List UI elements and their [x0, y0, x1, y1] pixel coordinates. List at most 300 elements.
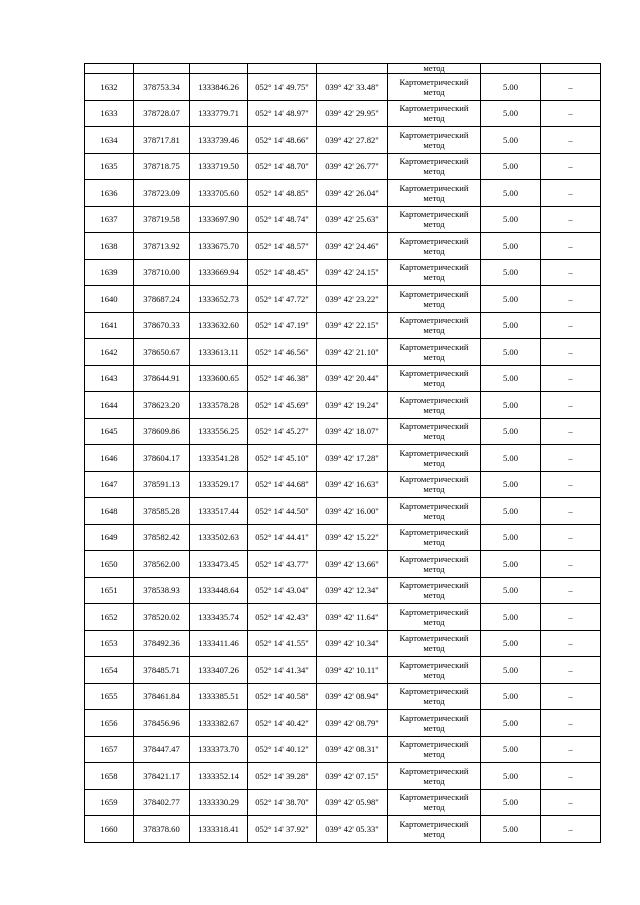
table-row	[85, 577, 601, 604]
table-row	[85, 710, 601, 737]
cell-dash: –	[541, 710, 601, 737]
cell-x-coordinate: 378717.81	[134, 127, 190, 154]
coordinates-table	[84, 63, 601, 843]
cell-y-coordinate: 1333613.11	[190, 339, 248, 366]
cell-method	[388, 710, 481, 737]
cell-method	[388, 604, 481, 631]
cell-dash: –	[541, 763, 601, 790]
cell-y-coordinate: 1333373.70	[190, 736, 248, 763]
cell-longitude: 039° 42' 10.11"	[317, 657, 388, 684]
cell-point-number: 1645	[85, 418, 134, 445]
cell-longitude: 039° 42' 13.66"	[317, 551, 388, 578]
cell-latitude: 052° 14' 40.42"	[248, 710, 317, 737]
method-line-1: Картометрический	[399, 633, 469, 644]
method-line-2: метод	[423, 643, 445, 654]
cell-dash: –	[541, 471, 601, 498]
method-line-1: Картометрический	[399, 129, 469, 140]
method-line-1: Картометрический	[399, 712, 469, 723]
cell-y-coordinate: 1333600.65	[190, 365, 248, 392]
cell-dash: –	[541, 630, 601, 657]
cell-latitude: 052° 14' 48.85"	[248, 180, 317, 207]
table-row	[85, 286, 601, 313]
cell-method	[388, 259, 481, 286]
cell-point-number: 1659	[85, 789, 134, 816]
cell-dash: –	[541, 259, 601, 286]
table-row	[85, 206, 601, 233]
method-line-2: метод	[423, 484, 445, 495]
cell-longitude: 039° 42' 33.48"	[317, 74, 388, 101]
cell-longitude: 039° 42' 29.95"	[317, 100, 388, 127]
cell-y-coordinate: 1333502.63	[190, 524, 248, 551]
cell-x-coordinate: 378421.17	[134, 763, 190, 790]
cell-dash: –	[541, 339, 601, 366]
cell-accuracy: 5.00	[481, 445, 541, 472]
cell-dash: –	[541, 233, 601, 260]
cell-x-coordinate: 378710.00	[134, 259, 190, 286]
method-line-1: Картометрический	[399, 76, 469, 87]
method-line-1: Картометрический	[399, 474, 469, 485]
cell-y-coordinate: 1333473.45	[190, 551, 248, 578]
cell-accuracy: 5.00	[481, 418, 541, 445]
cell-accuracy: 5.00	[481, 657, 541, 684]
method-line-1: Картометрический	[399, 182, 469, 193]
cell-latitude: 052° 14' 39.28"	[248, 763, 317, 790]
table-row	[85, 604, 601, 631]
method-line-2: метод	[423, 537, 445, 548]
cell-accuracy: 5.00	[481, 683, 541, 710]
table-row	[85, 127, 601, 154]
cell-point-number: 1644	[85, 392, 134, 419]
cell-x-coordinate: 378753.34	[134, 74, 190, 101]
cell-dash: –	[541, 100, 601, 127]
cell-accuracy: 5.00	[481, 100, 541, 127]
cell-dash: –	[541, 392, 601, 419]
cell-accuracy: 5.00	[481, 286, 541, 313]
cell-dash: –	[541, 312, 601, 339]
method-line-2: метод	[423, 245, 445, 256]
table-row	[85, 471, 601, 498]
cell-latitude: 052° 14' 46.56"	[248, 339, 317, 366]
cell-method	[388, 153, 481, 180]
method-line-1: Картометрический	[399, 209, 469, 220]
cell-accuracy: 5.00	[481, 524, 541, 551]
cell-y-coordinate: 1333352.14	[190, 763, 248, 790]
cell-latitude: 052° 14' 44.68"	[248, 471, 317, 498]
cell-method	[388, 524, 481, 551]
cell-y-coordinate: 1333669.94	[190, 259, 248, 286]
cell-method	[388, 100, 481, 127]
cell-method	[388, 64, 481, 74]
cell-method	[388, 445, 481, 472]
cell-x-coordinate: 378650.67	[134, 339, 190, 366]
cell-longitude: 039° 42' 19.24"	[317, 392, 388, 419]
table-row	[85, 524, 601, 551]
cell-point-number: 1643	[85, 365, 134, 392]
table-row	[85, 418, 601, 445]
cell-latitude: 052° 14' 43.77"	[248, 551, 317, 578]
cell-method	[388, 418, 481, 445]
cell-method	[388, 816, 481, 843]
cell-dash: –	[541, 736, 601, 763]
method-line-2: метод	[423, 510, 445, 521]
cell-accuracy: 5.00	[481, 127, 541, 154]
cell-y-coordinate: 1333517.44	[190, 498, 248, 525]
cell-longitude: 039° 42' 08.94"	[317, 683, 388, 710]
cell-dash: –	[541, 657, 601, 684]
cell-accuracy: 5.00	[481, 392, 541, 419]
table-row-continuation	[85, 64, 601, 74]
cell-dash: –	[541, 683, 601, 710]
table-row	[85, 153, 601, 180]
cell-x-coordinate: 378585.28	[134, 498, 190, 525]
table-row	[85, 445, 601, 472]
cell-x-coordinate: 378723.09	[134, 180, 190, 207]
cell-empty	[248, 64, 317, 74]
cell-latitude: 052° 14' 41.34"	[248, 657, 317, 684]
cell-longitude: 039° 42' 15.22"	[317, 524, 388, 551]
cell-point-number: 1655	[85, 683, 134, 710]
cell-method	[388, 365, 481, 392]
cell-accuracy: 5.00	[481, 630, 541, 657]
cell-y-coordinate: 1333739.46	[190, 127, 248, 154]
method-line-1: Картометрический	[399, 447, 469, 458]
method-line-1: Картометрический	[399, 606, 469, 617]
cell-point-number: 1653	[85, 630, 134, 657]
method-line-1: Картометрический	[399, 580, 469, 591]
cell-latitude: 052° 14' 48.57"	[248, 233, 317, 260]
cell-longitude: 039° 42' 08.79"	[317, 710, 388, 737]
cell-method	[388, 683, 481, 710]
cell-accuracy: 5.00	[481, 736, 541, 763]
cell-dash: –	[541, 816, 601, 843]
cell-accuracy: 5.00	[481, 74, 541, 101]
cell-x-coordinate: 378492.36	[134, 630, 190, 657]
cell-latitude: 052° 14' 45.27"	[248, 418, 317, 445]
cell-point-number: 1647	[85, 471, 134, 498]
cell-longitude: 039° 42' 05.98"	[317, 789, 388, 816]
cell-dash: –	[541, 127, 601, 154]
cell-longitude: 039° 42' 18.07"	[317, 418, 388, 445]
cell-longitude: 039° 42' 11.64"	[317, 604, 388, 631]
cell-accuracy: 5.00	[481, 339, 541, 366]
cell-dash: –	[541, 445, 601, 472]
method-line-1: Картометрический	[399, 527, 469, 538]
method-line-1: Картометрический	[399, 421, 469, 432]
cell-y-coordinate: 1333719.50	[190, 153, 248, 180]
cell-accuracy: 5.00	[481, 233, 541, 260]
cell-y-coordinate: 1333632.60	[190, 312, 248, 339]
cell-dash: –	[541, 206, 601, 233]
cell-longitude: 039° 42' 20.44"	[317, 365, 388, 392]
cell-method	[388, 127, 481, 154]
cell-dash: –	[541, 418, 601, 445]
cell-x-coordinate: 378718.75	[134, 153, 190, 180]
table-row	[85, 392, 601, 419]
method-line-2: метод	[423, 431, 445, 442]
cell-method	[388, 339, 481, 366]
cell-method	[388, 657, 481, 684]
table-row	[85, 365, 601, 392]
cell-dash: –	[541, 577, 601, 604]
cell-method	[388, 312, 481, 339]
method-line-1: Картометрический	[399, 765, 469, 776]
cell-latitude: 052° 14' 44.50"	[248, 498, 317, 525]
table-row	[85, 233, 601, 260]
cell-x-coordinate: 378604.17	[134, 445, 190, 472]
method-text: метод	[423, 63, 445, 73]
method-line-2: метод	[423, 325, 445, 336]
method-line-1: Картометрический	[399, 686, 469, 697]
method-line-2: метод	[423, 775, 445, 786]
table-row	[85, 816, 601, 843]
cell-y-coordinate: 1333435.74	[190, 604, 248, 631]
cell-dash: –	[541, 286, 601, 313]
cell-method	[388, 763, 481, 790]
cell-y-coordinate: 1333448.64	[190, 577, 248, 604]
method-line-2: метод	[423, 563, 445, 574]
cell-y-coordinate: 1333318.41	[190, 816, 248, 843]
cell-x-coordinate: 378609.86	[134, 418, 190, 445]
cell-y-coordinate: 1333578.28	[190, 392, 248, 419]
method-line-2: метод	[423, 166, 445, 177]
cell-x-coordinate: 378719.58	[134, 206, 190, 233]
cell-longitude: 039° 42' 23.22"	[317, 286, 388, 313]
cell-empty	[481, 64, 541, 74]
cell-dash: –	[541, 365, 601, 392]
cell-point-number: 1640	[85, 286, 134, 313]
cell-point-number: 1642	[85, 339, 134, 366]
cell-latitude: 052° 14' 48.97"	[248, 100, 317, 127]
method-line-1: Картометрический	[399, 818, 469, 829]
method-line-1: Картометрический	[399, 156, 469, 167]
cell-x-coordinate: 378485.71	[134, 657, 190, 684]
method-line-2: метод	[423, 139, 445, 150]
cell-accuracy: 5.00	[481, 604, 541, 631]
cell-accuracy: 5.00	[481, 153, 541, 180]
cell-point-number: 1649	[85, 524, 134, 551]
cell-x-coordinate: 378582.42	[134, 524, 190, 551]
table-row	[85, 339, 601, 366]
method-line-2: метод	[423, 749, 445, 760]
table-row	[85, 312, 601, 339]
method-line-1: Картометрический	[399, 235, 469, 246]
cell-y-coordinate: 1333652.73	[190, 286, 248, 313]
table-row	[85, 763, 601, 790]
method-line-1: Картометрический	[399, 368, 469, 379]
method-line-1: Картометрический	[399, 659, 469, 670]
cell-point-number: 1652	[85, 604, 134, 631]
cell-latitude: 052° 14' 44.41"	[248, 524, 317, 551]
method-line-1: Картометрический	[399, 553, 469, 564]
cell-dash: –	[541, 551, 601, 578]
method-line-1: Картометрический	[399, 262, 469, 273]
table-row	[85, 100, 601, 127]
cell-point-number: 1641	[85, 312, 134, 339]
cell-y-coordinate: 1333697.90	[190, 206, 248, 233]
method-line-2: метод	[423, 192, 445, 203]
method-line-2: метод	[423, 272, 445, 283]
cell-dash: –	[541, 789, 601, 816]
cell-x-coordinate: 378520.02	[134, 604, 190, 631]
cell-latitude: 052° 14' 40.12"	[248, 736, 317, 763]
cell-point-number: 1636	[85, 180, 134, 207]
cell-method	[388, 630, 481, 657]
cell-accuracy: 5.00	[481, 312, 541, 339]
cell-y-coordinate: 1333675.70	[190, 233, 248, 260]
cell-accuracy: 5.00	[481, 471, 541, 498]
cell-dash: –	[541, 604, 601, 631]
table-row	[85, 551, 601, 578]
cell-longitude: 039° 42' 24.15"	[317, 259, 388, 286]
table-row	[85, 74, 601, 101]
cell-x-coordinate: 378670.33	[134, 312, 190, 339]
cell-accuracy: 5.00	[481, 577, 541, 604]
cell-latitude: 052° 14' 49.75"	[248, 74, 317, 101]
cell-latitude: 052° 14' 40.58"	[248, 683, 317, 710]
cell-point-number: 1632	[85, 74, 134, 101]
cell-y-coordinate: 1333846.26	[190, 74, 248, 101]
cell-x-coordinate: 378623.20	[134, 392, 190, 419]
method-line-1: Картометрический	[399, 103, 469, 114]
method-line-1: Картометрический	[399, 394, 469, 405]
cell-dash: –	[541, 498, 601, 525]
cell-point-number: 1639	[85, 259, 134, 286]
cell-method	[388, 206, 481, 233]
cell-point-number: 1638	[85, 233, 134, 260]
cell-empty	[85, 64, 134, 74]
cell-dash: –	[541, 153, 601, 180]
table-row	[85, 180, 601, 207]
cell-accuracy: 5.00	[481, 710, 541, 737]
method-line-1: Картометрический	[399, 288, 469, 299]
cell-method	[388, 233, 481, 260]
cell-point-number: 1657	[85, 736, 134, 763]
cell-point-number: 1654	[85, 657, 134, 684]
cell-accuracy: 5.00	[481, 365, 541, 392]
cell-latitude: 052° 14' 48.66"	[248, 127, 317, 154]
cell-longitude: 039° 42' 21.10"	[317, 339, 388, 366]
cell-point-number: 1633	[85, 100, 134, 127]
cell-accuracy: 5.00	[481, 763, 541, 790]
table-row	[85, 736, 601, 763]
cell-method	[388, 74, 481, 101]
method-line-1: Картометрический	[399, 315, 469, 326]
method-line-2: метод	[423, 351, 445, 362]
method-line-2: метод	[423, 457, 445, 468]
cell-dash: –	[541, 524, 601, 551]
table-row	[85, 498, 601, 525]
cell-method	[388, 789, 481, 816]
cell-x-coordinate: 378447.47	[134, 736, 190, 763]
cell-point-number: 1660	[85, 816, 134, 843]
cell-latitude: 052° 14' 48.45"	[248, 259, 317, 286]
cell-x-coordinate: 378644.91	[134, 365, 190, 392]
table-row	[85, 259, 601, 286]
cell-method	[388, 577, 481, 604]
cell-empty	[190, 64, 248, 74]
cell-y-coordinate: 1333556.25	[190, 418, 248, 445]
cell-longitude: 039° 42' 07.15"	[317, 763, 388, 790]
table-row	[85, 630, 601, 657]
cell-point-number: 1646	[85, 445, 134, 472]
cell-latitude: 052° 14' 38.70"	[248, 789, 317, 816]
cell-x-coordinate: 378687.24	[134, 286, 190, 313]
cell-x-coordinate: 378402.77	[134, 789, 190, 816]
cell-x-coordinate: 378378.60	[134, 816, 190, 843]
cell-longitude: 039° 42' 16.63"	[317, 471, 388, 498]
cell-point-number: 1637	[85, 206, 134, 233]
cell-method	[388, 551, 481, 578]
method-line-2: метод	[423, 696, 445, 707]
cell-y-coordinate: 1333411.46	[190, 630, 248, 657]
cell-y-coordinate: 1333385.51	[190, 683, 248, 710]
cell-y-coordinate: 1333330.29	[190, 789, 248, 816]
method-line-2: метод	[423, 298, 445, 309]
method-line-2: метод	[423, 219, 445, 230]
cell-longitude: 039° 42' 24.46"	[317, 233, 388, 260]
cell-longitude: 039° 42' 27.82"	[317, 127, 388, 154]
cell-empty	[541, 64, 601, 74]
cell-latitude: 052° 14' 45.69"	[248, 392, 317, 419]
method-line-1: Картометрический	[399, 739, 469, 750]
method-line-1: Картометрический	[399, 500, 469, 511]
method-line-2: метод	[423, 378, 445, 389]
cell-point-number: 1650	[85, 551, 134, 578]
cell-y-coordinate: 1333705.60	[190, 180, 248, 207]
cell-latitude: 052° 14' 45.10"	[248, 445, 317, 472]
cell-latitude: 052° 14' 41.55"	[248, 630, 317, 657]
cell-y-coordinate: 1333382.67	[190, 710, 248, 737]
cell-latitude: 052° 14' 48.70"	[248, 153, 317, 180]
cell-point-number: 1651	[85, 577, 134, 604]
method-line-2: метод	[423, 590, 445, 601]
method-line-2: метод	[423, 616, 445, 627]
cell-longitude: 039° 42' 08.31"	[317, 736, 388, 763]
cell-accuracy: 5.00	[481, 551, 541, 578]
cell-accuracy: 5.00	[481, 789, 541, 816]
cell-y-coordinate: 1333529.17	[190, 471, 248, 498]
cell-accuracy: 5.00	[481, 259, 541, 286]
method-line-1: Картометрический	[399, 792, 469, 803]
cell-point-number: 1648	[85, 498, 134, 525]
table-row	[85, 683, 601, 710]
cell-latitude: 052° 14' 43.04"	[248, 577, 317, 604]
cell-x-coordinate: 378461.84	[134, 683, 190, 710]
table-row	[85, 789, 601, 816]
cell-longitude: 039° 42' 17.28"	[317, 445, 388, 472]
cell-method	[388, 180, 481, 207]
cell-accuracy: 5.00	[481, 498, 541, 525]
cell-x-coordinate: 378456.96	[134, 710, 190, 737]
cell-y-coordinate: 1333779.71	[190, 100, 248, 127]
method-line-2: метод	[423, 404, 445, 415]
cell-y-coordinate: 1333407.26	[190, 657, 248, 684]
cell-longitude: 039° 42' 22.15"	[317, 312, 388, 339]
cell-dash: –	[541, 180, 601, 207]
cell-method	[388, 471, 481, 498]
method-line-2: метод	[423, 722, 445, 733]
cell-longitude: 039° 42' 10.34"	[317, 630, 388, 657]
cell-accuracy: 5.00	[481, 816, 541, 843]
cell-latitude: 052° 14' 47.19"	[248, 312, 317, 339]
cell-x-coordinate: 378538.93	[134, 577, 190, 604]
cell-longitude: 039° 42' 12.34"	[317, 577, 388, 604]
method-line-2: метод	[423, 802, 445, 813]
cell-x-coordinate: 378562.00	[134, 551, 190, 578]
cell-x-coordinate: 378591.13	[134, 471, 190, 498]
cell-latitude: 052° 14' 37.92"	[248, 816, 317, 843]
cell-point-number: 1658	[85, 763, 134, 790]
